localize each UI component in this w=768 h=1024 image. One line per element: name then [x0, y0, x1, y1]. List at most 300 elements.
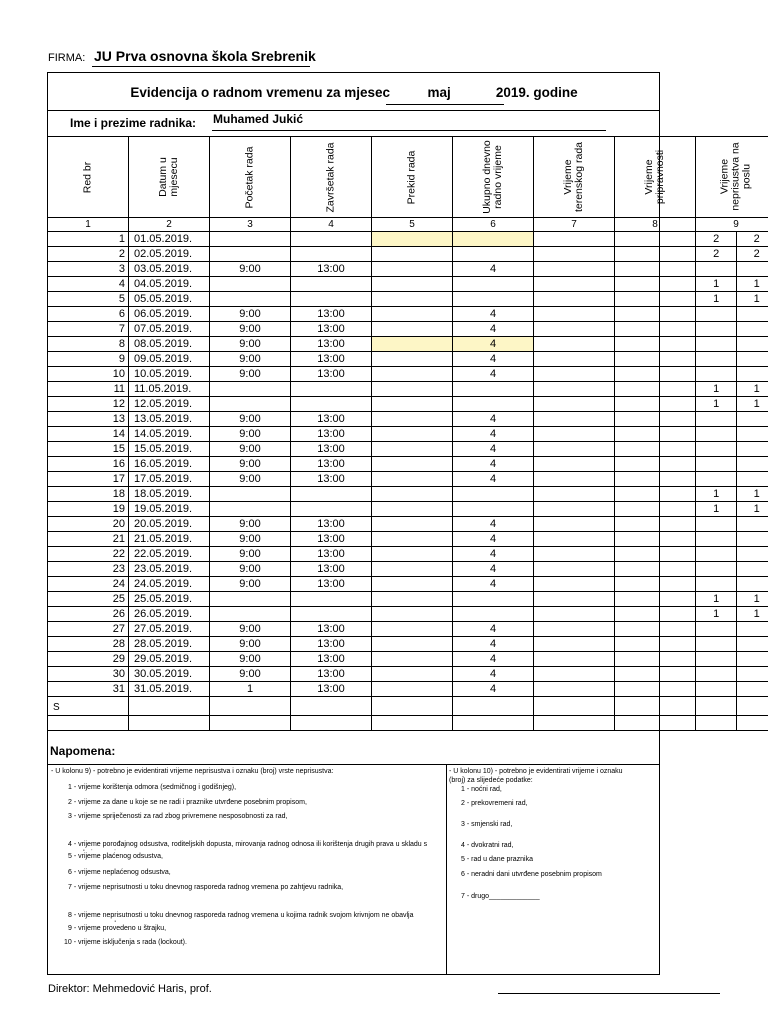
- row-start: 9:00: [210, 262, 291, 277]
- row-daily: 4: [453, 577, 534, 592]
- row-break: [372, 307, 453, 322]
- row-break: [372, 487, 453, 502]
- row-break: [372, 262, 453, 277]
- col-num-4: 4: [291, 218, 372, 232]
- row-standby: [615, 412, 696, 427]
- row-break: [372, 637, 453, 652]
- row-absence-code: [696, 517, 737, 532]
- note-left-item: 7 - vrijeme neprisutnosti u toku dnevnog rasporeda radnog vremena po zahtjevu radnika,: [68, 884, 344, 891]
- row-field: [534, 382, 615, 397]
- row-date: 27.05.2019.: [129, 622, 210, 637]
- row-break: [372, 427, 453, 442]
- note-left-item: 6 - vrijeme neplaćenog odsustva,: [68, 869, 171, 876]
- row-standby: [615, 247, 696, 262]
- sum-cell: [453, 697, 534, 716]
- row-absence-hours: [737, 427, 768, 442]
- row-number: 27: [48, 622, 129, 637]
- row-standby: [615, 232, 696, 247]
- row-absence-code: [696, 472, 737, 487]
- spacer-cell: [48, 716, 129, 731]
- note-left-item: 10 - vrijeme isključenja s rada (lockout).: [64, 939, 187, 946]
- row-field: [534, 292, 615, 307]
- row-end: 13:00: [291, 577, 372, 592]
- row-absence-hours: [737, 532, 768, 547]
- row-end: [291, 397, 372, 412]
- row-break: [372, 652, 453, 667]
- row-start: [210, 292, 291, 307]
- row-daily: 4: [453, 262, 534, 277]
- note-left-item: 2 - vrijeme za dane u koje se ne radi i praznike utvrđene posebnim propisom,: [68, 799, 307, 806]
- col-header-5: Prekid rada: [372, 137, 453, 218]
- row-absence-code: [696, 637, 737, 652]
- row-start: 9:00: [210, 457, 291, 472]
- row-field: [534, 442, 615, 457]
- row-standby: [615, 352, 696, 367]
- col-num-1: 1: [48, 218, 129, 232]
- row-date: 23.05.2019.: [129, 562, 210, 577]
- row-end: 13:00: [291, 352, 372, 367]
- spacer-cell: [737, 716, 768, 731]
- note-left-item: 9 - vrijeme provedeno u štrajku,: [68, 925, 167, 932]
- row-end: [291, 592, 372, 607]
- row-daily: 4: [453, 322, 534, 337]
- row-absence-code: [696, 652, 737, 667]
- row-standby: [615, 307, 696, 322]
- row-break: [372, 682, 453, 697]
- table-row: [48, 562, 768, 577]
- row-end: 13:00: [291, 532, 372, 547]
- spacer-cell: [534, 716, 615, 731]
- row-start: 9:00: [210, 442, 291, 457]
- row-daily: [453, 592, 534, 607]
- row-absence-hours: [737, 322, 768, 337]
- row-break: [372, 577, 453, 592]
- row-absence-hours: [737, 547, 768, 562]
- row-absence-code: [696, 307, 737, 322]
- row-absence-code: [696, 322, 737, 337]
- spacer-cell: [615, 716, 696, 731]
- row-break: [372, 667, 453, 682]
- row-absence-hours: [737, 667, 768, 682]
- row-start: 9:00: [210, 577, 291, 592]
- row-end: [291, 607, 372, 622]
- row-date: 18.05.2019.: [129, 487, 210, 502]
- table-row: [48, 322, 768, 337]
- row-number: 10: [48, 367, 129, 382]
- row-standby: [615, 517, 696, 532]
- spacer-cell: [696, 716, 737, 731]
- col-header-3: Početak rada: [210, 137, 291, 218]
- row-standby: [615, 667, 696, 682]
- timesheet-table: [47, 136, 768, 731]
- row-break: [372, 232, 453, 247]
- row-absence-hours: [737, 262, 768, 277]
- row-break: [372, 412, 453, 427]
- row-end: 13:00: [291, 457, 372, 472]
- note-right-item: 1 - noćni rad,: [461, 786, 502, 793]
- row-absence-hours: 1: [737, 397, 768, 412]
- row-start: [210, 382, 291, 397]
- row-absence-code: 1: [696, 292, 737, 307]
- row-date: 13.05.2019.: [129, 412, 210, 427]
- row-absence-code: 1: [696, 607, 737, 622]
- row-end: [291, 502, 372, 517]
- note-left-item: 1 - vrijeme korištenja odmora (sedmičnog i godišnjeg),: [68, 784, 237, 791]
- row-field: [534, 427, 615, 442]
- row-absence-code: [696, 457, 737, 472]
- row-date: 15.05.2019.: [129, 442, 210, 457]
- row-date: 06.05.2019.: [129, 307, 210, 322]
- row-standby: [615, 397, 696, 412]
- table-row: [48, 607, 768, 622]
- spacer-row: [48, 716, 768, 731]
- notes-left-heading: - U kolonu 9) - potrebno je evidentirati vrijeme neprisustva i oznaku (broj) vrste neprisustva:: [51, 768, 334, 775]
- row-absence-code: [696, 562, 737, 577]
- row-daily: 4: [453, 652, 534, 667]
- row-number: 8: [48, 337, 129, 352]
- row-absence-hours: 1: [737, 592, 768, 607]
- row-number: 7: [48, 322, 129, 337]
- row-absence-hours: [737, 442, 768, 457]
- row-daily: 4: [453, 442, 534, 457]
- row-end: 13:00: [291, 442, 372, 457]
- row-absence-code: [696, 427, 737, 442]
- row-start: 9:00: [210, 367, 291, 382]
- row-daily: 4: [453, 562, 534, 577]
- row-start: 9:00: [210, 517, 291, 532]
- sum-cell: [737, 697, 768, 716]
- row-absence-hours: [737, 367, 768, 382]
- table-row: [48, 337, 768, 352]
- row-break: [372, 397, 453, 412]
- row-field: [534, 247, 615, 262]
- row-absence-hours: [737, 352, 768, 367]
- row-daily: [453, 607, 534, 622]
- row-absence-code: [696, 337, 737, 352]
- row-daily: 4: [453, 472, 534, 487]
- col-header-2: Datum u mjesecu: [129, 137, 210, 218]
- row-field: [534, 457, 615, 472]
- row-absence-code: 1: [696, 397, 737, 412]
- row-date: 16.05.2019.: [129, 457, 210, 472]
- row-standby: [615, 502, 696, 517]
- row-end: 13:00: [291, 547, 372, 562]
- row-break: [372, 322, 453, 337]
- row-number: 5: [48, 292, 129, 307]
- employee-underline: [212, 130, 606, 131]
- row-start: [210, 487, 291, 502]
- row-number: 19: [48, 502, 129, 517]
- row-absence-code: [696, 532, 737, 547]
- row-date: 24.05.2019.: [129, 577, 210, 592]
- row-break: [372, 562, 453, 577]
- row-field: [534, 262, 615, 277]
- row-absence-hours: 2: [737, 247, 768, 262]
- col-num-5: 5: [372, 218, 453, 232]
- row-absence-code: 1: [696, 592, 737, 607]
- row-daily: [453, 247, 534, 262]
- table-row: [48, 547, 768, 562]
- note-right-item: 2 - prekovremeni rad,: [461, 800, 528, 807]
- note-left-item: 5 - vrijeme plaćenog odsustva,: [68, 853, 163, 860]
- table-row: [48, 442, 768, 457]
- employee-label: Ime i prezime radnika:: [70, 116, 197, 130]
- row-field: [534, 337, 615, 352]
- row-field: [534, 307, 615, 322]
- note-right-item: 3 - smjenski rad,: [461, 821, 513, 828]
- row-daily: [453, 292, 534, 307]
- row-field: [534, 412, 615, 427]
- row-end: 13:00: [291, 307, 372, 322]
- row-date: 30.05.2019.: [129, 667, 210, 682]
- row-standby: [615, 337, 696, 352]
- table-row: [48, 652, 768, 667]
- sum-cell: [615, 697, 696, 716]
- row-end: 13:00: [291, 262, 372, 277]
- title-suffix: 2019. godine: [495, 85, 578, 100]
- note-left-item: 4 - vrijeme porođajnog odsustva, roditeljskih dopusta, mirovanja radnog odnosa ili korištenja drugih prava u skladu s: [68, 841, 428, 848]
- row-start: 9:00: [210, 427, 291, 442]
- row-date: 12.05.2019.: [129, 397, 210, 412]
- row-end: 13:00: [291, 472, 372, 487]
- table-row: [48, 307, 768, 322]
- row-end: 13:00: [291, 562, 372, 577]
- row-date: 31.05.2019.: [129, 682, 210, 697]
- row-end: [291, 382, 372, 397]
- row-absence-hours: [737, 412, 768, 427]
- row-number: 25: [48, 592, 129, 607]
- row-absence-code: 1: [696, 502, 737, 517]
- row-date: 17.05.2019.: [129, 472, 210, 487]
- row-absence-hours: [737, 577, 768, 592]
- notes-right-heading-2: (broj) za slijedeće podatke:: [449, 777, 533, 784]
- row-end: [291, 487, 372, 502]
- row-start: 9:00: [210, 547, 291, 562]
- row-field: [534, 652, 615, 667]
- firm-name: JU Prva osnovna škola Srebrenik: [94, 48, 316, 64]
- row-number: 28: [48, 637, 129, 652]
- notes-divider: [47, 764, 660, 765]
- col-header-6: Ukupno dnevno radno vrijeme: [453, 137, 534, 218]
- row-date: 20.05.2019.: [129, 517, 210, 532]
- row-standby: [615, 622, 696, 637]
- row-number: 17: [48, 472, 129, 487]
- row-field: [534, 517, 615, 532]
- row-field: [534, 322, 615, 337]
- row-standby: [615, 382, 696, 397]
- row-date: 08.05.2019.: [129, 337, 210, 352]
- row-daily: [453, 232, 534, 247]
- table-row: [48, 352, 768, 367]
- row-daily: [453, 487, 534, 502]
- row-field: [534, 637, 615, 652]
- row-standby: [615, 652, 696, 667]
- row-absence-code: [696, 442, 737, 457]
- row-start: 1: [210, 682, 291, 697]
- table-row: [48, 682, 768, 697]
- row-date: 25.05.2019.: [129, 592, 210, 607]
- row-number: 2: [48, 247, 129, 262]
- row-daily: [453, 277, 534, 292]
- row-absence-hours: [737, 652, 768, 667]
- table-row: [48, 397, 768, 412]
- row-start: 9:00: [210, 652, 291, 667]
- row-standby: [615, 532, 696, 547]
- sum-cell: [129, 697, 210, 716]
- note-left-item: 8 - vrijeme neprisutnosti u toku dnevnog rasporeda radnog vremena u kojima radnik svojom krivnjom ne obavlja: [68, 912, 414, 919]
- table-row: [48, 577, 768, 592]
- row-number: 18: [48, 487, 129, 502]
- row-date: 01.05.2019.: [129, 232, 210, 247]
- row-field: [534, 367, 615, 382]
- row-start: 9:00: [210, 337, 291, 352]
- row-daily: [453, 382, 534, 397]
- col-num-7: 7: [534, 218, 615, 232]
- row-absence-code: 2: [696, 232, 737, 247]
- table-row: [48, 622, 768, 637]
- row-end: 13:00: [291, 337, 372, 352]
- table-row: [48, 517, 768, 532]
- row-standby: [615, 442, 696, 457]
- row-break: [372, 517, 453, 532]
- row-standby: [615, 547, 696, 562]
- sum-row: [48, 697, 768, 716]
- row-daily: 4: [453, 547, 534, 562]
- rows-body: [48, 232, 768, 697]
- row-field: [534, 682, 615, 697]
- col-header-8: Vrijeme pripravnosti: [615, 137, 696, 218]
- month-underline: [386, 104, 504, 105]
- table-row: [48, 487, 768, 502]
- row-start: 9:00: [210, 622, 291, 637]
- table-row: [48, 457, 768, 472]
- notes-right-heading: - U kolonu 10) - potrebno je evidentirati vrijeme i oznaku: [449, 768, 623, 775]
- row-number: 29: [48, 652, 129, 667]
- row-number: 21: [48, 532, 129, 547]
- row-absence-code: [696, 352, 737, 367]
- row-daily: 4: [453, 352, 534, 367]
- row-number: 23: [48, 562, 129, 577]
- row-start: [210, 607, 291, 622]
- table-row: [48, 292, 768, 307]
- col-header-7: Vrijeme terenskog rada: [534, 137, 615, 218]
- row-end: [291, 277, 372, 292]
- row-absence-code: [696, 412, 737, 427]
- row-daily: 4: [453, 307, 534, 322]
- table-row: [48, 427, 768, 442]
- row-standby: [615, 607, 696, 622]
- table-row: [48, 667, 768, 682]
- row-start: [210, 397, 291, 412]
- title-month: maj: [427, 85, 451, 100]
- sum-cell: [291, 697, 372, 716]
- row-number: 4: [48, 277, 129, 292]
- title-prefix: Evidencija o radnom vremenu za mjesec: [130, 85, 391, 100]
- row-start: 9:00: [210, 667, 291, 682]
- row-number: 14: [48, 427, 129, 442]
- row-standby: [615, 562, 696, 577]
- row-field: [534, 352, 615, 367]
- row-number: 15: [48, 442, 129, 457]
- row-absence-hours: [737, 562, 768, 577]
- row-field: [534, 232, 615, 247]
- row-daily: 4: [453, 667, 534, 682]
- row-number: 6: [48, 307, 129, 322]
- row-end: 13:00: [291, 622, 372, 637]
- row-standby: [615, 682, 696, 697]
- row-start: [210, 592, 291, 607]
- firm-label: FIRMA:: [48, 52, 86, 64]
- row-start: 9:00: [210, 322, 291, 337]
- employee-name: Muhamed Jukić: [213, 112, 304, 126]
- sum-label: S: [48, 697, 129, 716]
- row-date: 02.05.2019.: [129, 247, 210, 262]
- row-break: [372, 382, 453, 397]
- note-right-item: 6 - neradni dani utvrđene posebnim propisom: [461, 871, 602, 878]
- row-daily: 4: [453, 457, 534, 472]
- row-standby: [615, 592, 696, 607]
- row-standby: [615, 322, 696, 337]
- row-daily: 4: [453, 337, 534, 352]
- row-field: [534, 487, 615, 502]
- row-start: 9:00: [210, 307, 291, 322]
- row-daily: 4: [453, 622, 534, 637]
- row-break: [372, 292, 453, 307]
- row-break: [372, 367, 453, 382]
- row-date: 29.05.2019.: [129, 652, 210, 667]
- row-end: 13:00: [291, 322, 372, 337]
- column-number-row: [48, 218, 768, 232]
- row-absence-hours: 1: [737, 502, 768, 517]
- row-absence-hours: 1: [737, 277, 768, 292]
- row-date: 03.05.2019.: [129, 262, 210, 277]
- row-absence-code: 2: [696, 247, 737, 262]
- row-absence-hours: [737, 307, 768, 322]
- col-header-9: Vrijeme neprisustva na poslu: [696, 137, 768, 218]
- note-right-item: 5 - rad u dane praznika: [461, 856, 533, 863]
- row-break: [372, 532, 453, 547]
- table-row: [48, 262, 768, 277]
- row-date: 22.05.2019.: [129, 547, 210, 562]
- spacer-cell: [291, 716, 372, 731]
- row-break: [372, 472, 453, 487]
- row-number: 26: [48, 607, 129, 622]
- row-field: [534, 547, 615, 562]
- form-title: [48, 85, 660, 100]
- director-signature-label: Direktor: Mehmedović Haris, prof.: [48, 983, 212, 995]
- row-field: [534, 607, 615, 622]
- row-date: 11.05.2019.: [129, 382, 210, 397]
- row-start: [210, 232, 291, 247]
- row-start: 9:00: [210, 532, 291, 547]
- row-standby: [615, 262, 696, 277]
- row-field: [534, 502, 615, 517]
- row-break: [372, 247, 453, 262]
- row-start: 9:00: [210, 472, 291, 487]
- row-absence-hours: [737, 337, 768, 352]
- row-end: 13:00: [291, 427, 372, 442]
- row-end: 13:00: [291, 682, 372, 697]
- row-absence-code: [696, 367, 737, 382]
- row-start: 9:00: [210, 562, 291, 577]
- row-absence-code: [696, 667, 737, 682]
- row-break: [372, 592, 453, 607]
- title-divider: [47, 110, 660, 111]
- col-num-9: 9: [696, 218, 768, 232]
- row-absence-hours: [737, 517, 768, 532]
- row-number: 12: [48, 397, 129, 412]
- row-standby: [615, 292, 696, 307]
